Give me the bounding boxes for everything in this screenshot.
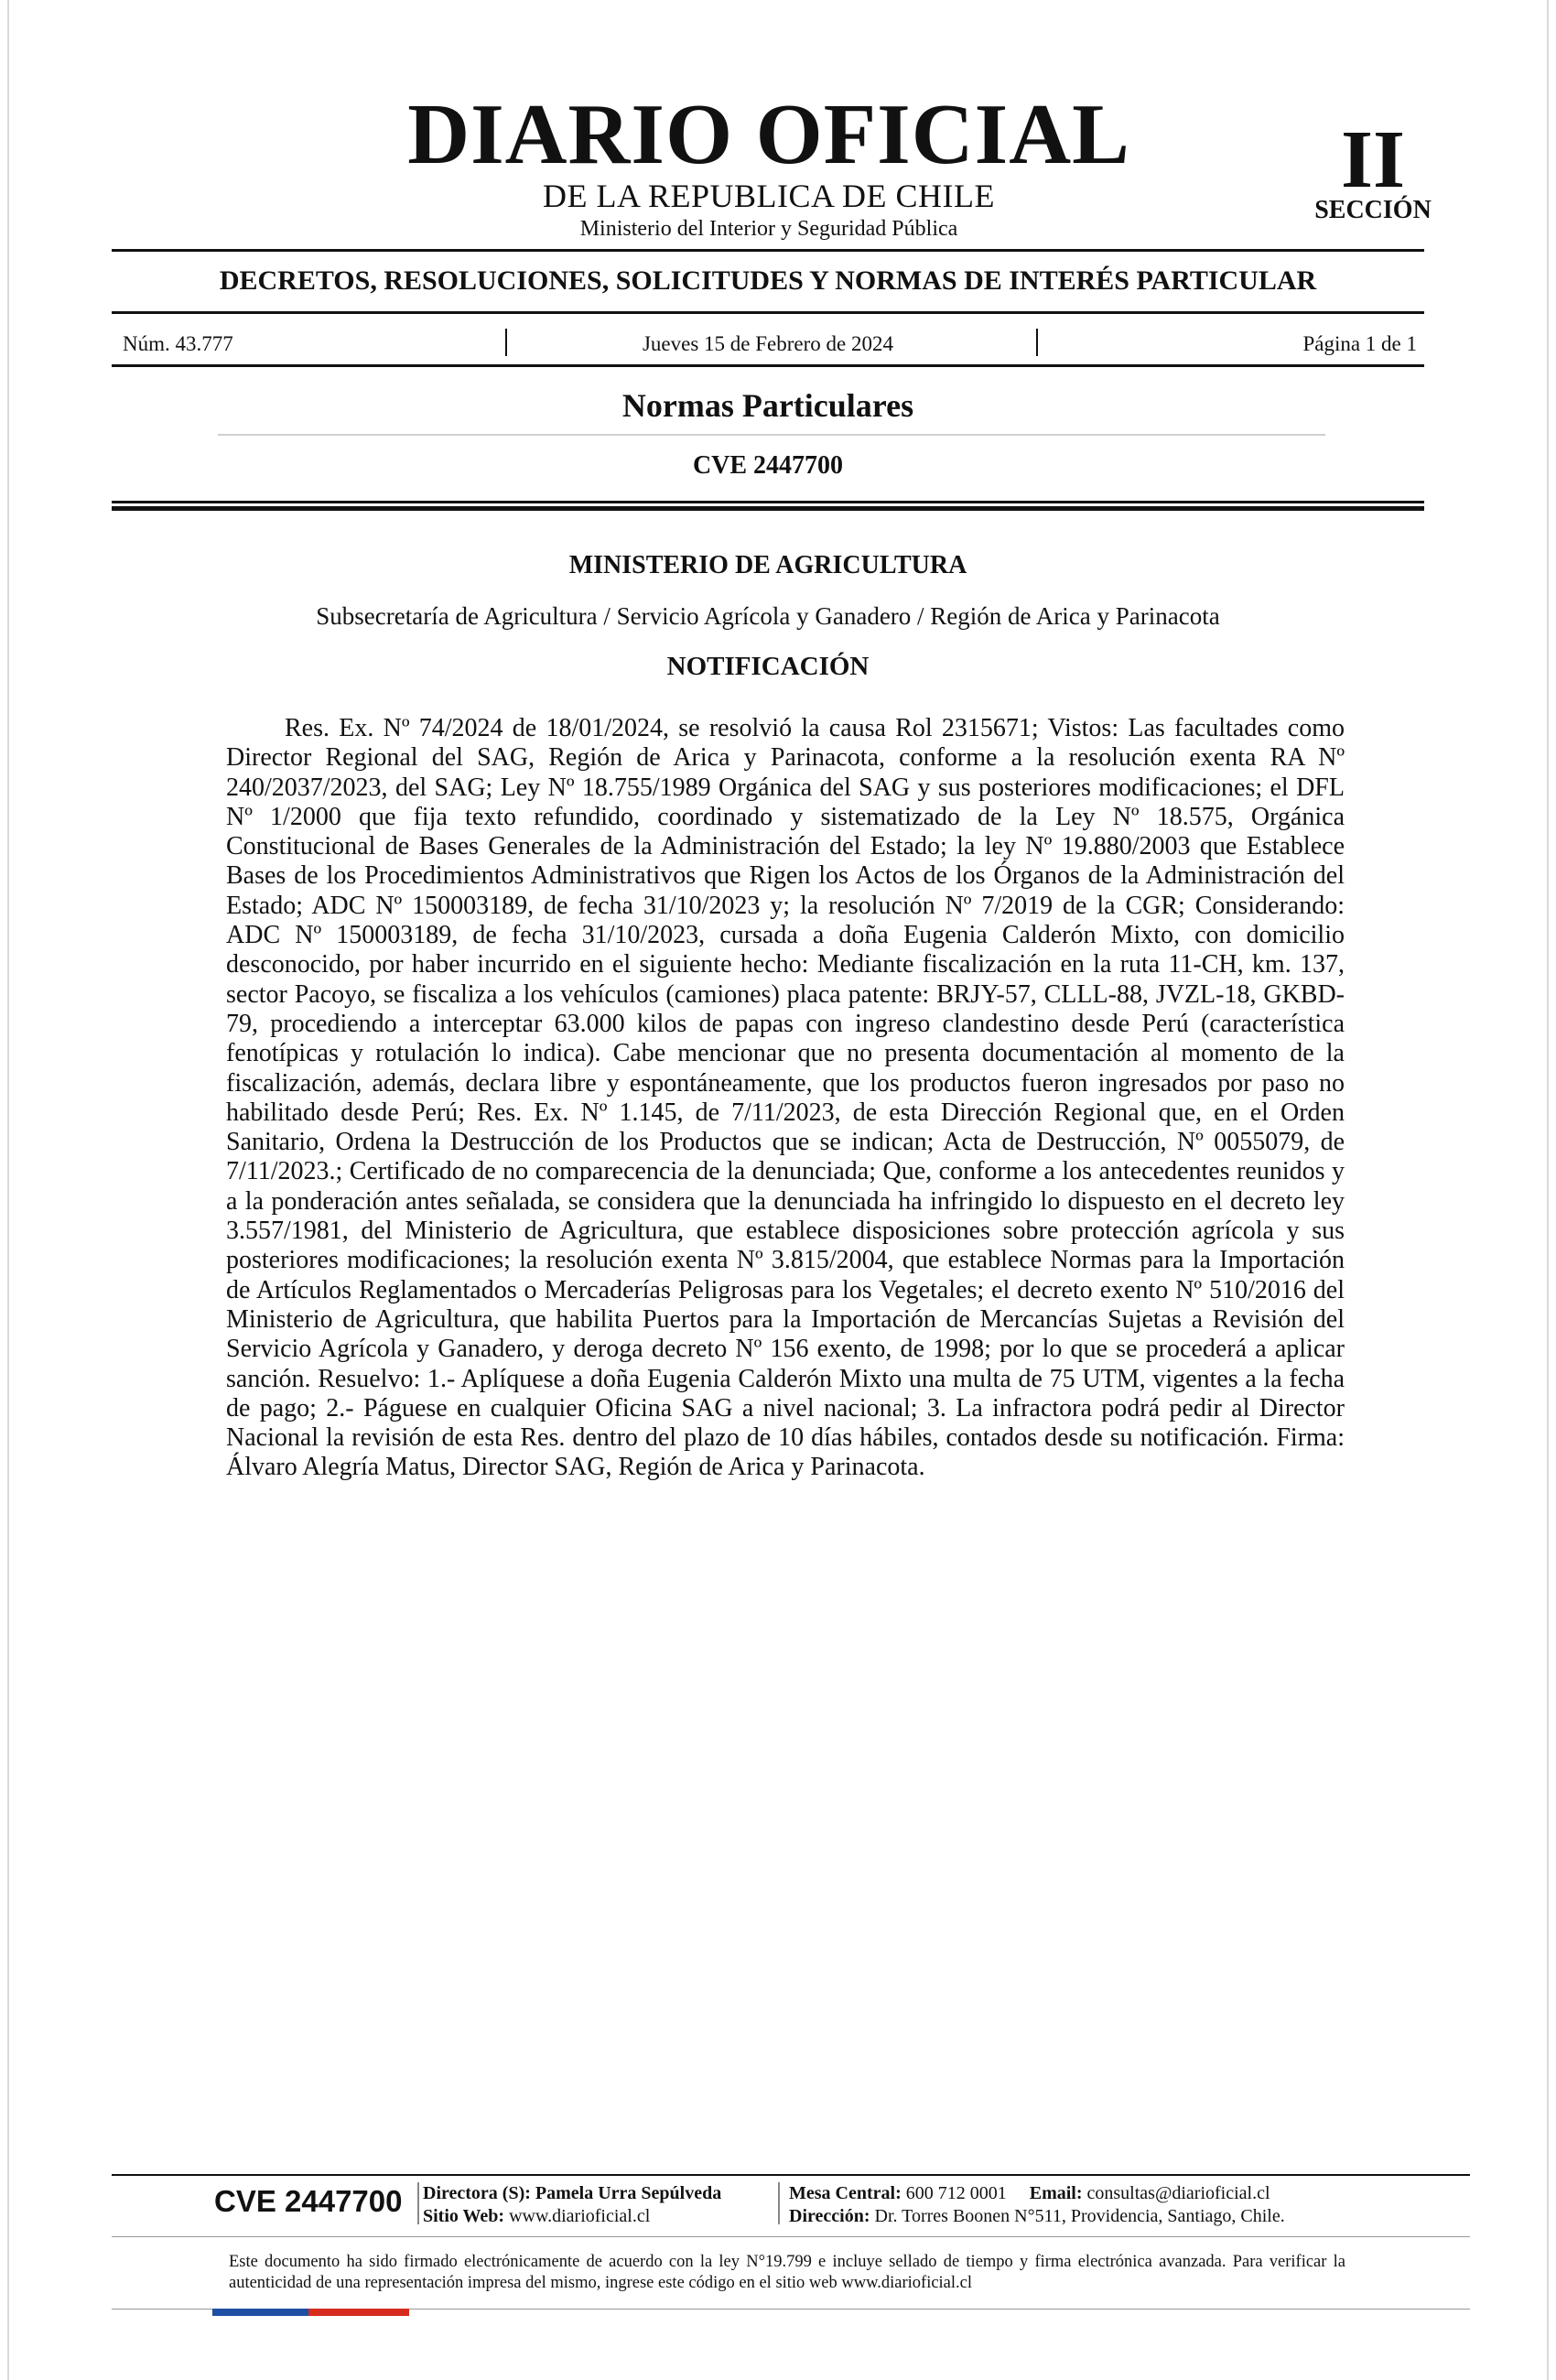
meta-divider	[505, 329, 507, 356]
section-label: SECCIÓN	[1314, 196, 1432, 224]
notice-heading: NOTIFICACIÓN	[666, 652, 870, 681]
footer-signature-note: Este documento ha sido firmado electrónicamente de acuerdo con la ley N°19.799 e incluye sellado de tiempo y firma electrónica avanzada. Para verificar la autenticidad de una representación impresa del mismo, ingrese este código en el sitio web www.diarioficial.cl	[229, 2253, 1345, 2292]
section-title-underline	[218, 434, 1325, 436]
cve-code: CVE 2447700	[692, 451, 844, 480]
footer-divider	[417, 2182, 419, 2224]
issue-meta	[112, 332, 1424, 360]
footer-top-rule	[112, 2174, 1470, 2176]
footer-divider	[778, 2182, 780, 2224]
section-title: Normas Particulares	[621, 387, 914, 424]
banner-rule	[112, 311, 1424, 314]
notice-ministry: MINISTERIO DE AGRICULTURA	[568, 551, 967, 579]
footer-contact-right	[789, 2182, 1285, 2228]
meta-rule	[112, 364, 1424, 367]
footer-mid-rule	[112, 2236, 1470, 2237]
issue-page: Página 1 de 1	[1302, 332, 1417, 355]
newspaper-title: DIARIO OFICIAL	[407, 87, 1130, 182]
section-number: II	[1340, 114, 1406, 205]
footer-cve-code: CVE 2447700	[214, 2184, 403, 2218]
flag-stripe-blue	[212, 2309, 308, 2316]
meta-divider	[1036, 329, 1038, 356]
notice-body: Res. Ex. Nº 74/2024 de 18/01/2024, se resolvió la causa Rol 2315671; Vistos: Las facultades como Director Regional del SAG, Región de Arica y Parinacota, conforme a la resolución exenta RA Nº 240/2037/2023, del SAG; Ley Nº 18.755/1989 Orgánica del SAG y sus posteriores modificaciones; el DFL Nº 1/2000 que fija texto refundido, coordinado y sistematizado de la Ley Nº 18.575, Orgánica Constitucional de Bases Generales de la Administración del Estado; la ley Nº 19.880/2003 que Establece Bases de los Procedimientos Administrativos que Rigen los Actos de los Órganos de la Administración del Estado; ADC Nº 150003189, de fecha 31/10/2023 y; la resolución Nº 7/2019 de la CGR; Considerando: ADC Nº 150003189, de fecha 31/10/2023, cursada a doña Eugenia Calderón Mixto, con domicilio desconocido, por haber incurrido en el siguiente hecho: Mediante fiscalización en la ruta 11-CH, km. 137, sector Pacoyo, se fiscaliza a los vehículos (camiones) placa patente: BRJY-57, CLLL-88, JVZL-18, GKBD-79, procediendo a interceptar 63.000 kilos de papas con ingreso clandestino desde Perú (característica fenotípicas y rotulación lo indica). Cabe mencionar que no presenta documentación al momento de la fiscalización, además, declara libre y espontáneamente, que los productos fueron ingresados por paso no habilitado desde Perú; Res. Ex. Nº 1.145, de 7/11/2023, de esta Dirección Regional que, en el Orden Sanitario, Ordena la Destrucción de los Productos que se indican; Acta de Destrucción, Nº 0055079, de 7/11/2023.; Certificado de no comparecencia de la denunciada; Que, conforme a los antecedentes reunidos y a la ponderación antes señalada, se considera que la denunciada ha infringido lo dispuesto en el decreto ley 3.557/1981, del Ministerio de Agricultura, que establece disposiciones sobre protección agrícola y sus posteriores modificaciones; la resolución exenta Nº 3.815/2004, que establece Normas para la Importación de Artículos Reglamentados o Mercaderías Peligrosas para los Vegetales; el decreto exento Nº 510/2016 del Ministerio de Agricultura, que habilita Puertos para la Importación de Mercancías Sujetas a Revisión del Servicio Agrícola y Ganadero, y deroga decreto Nº 156 exento, de 1998; por lo que se procederá a aplicar sanción. Resuelvo: 1.- Aplíquese a doña Eugenia Calderón Mixto una multa de 75 UTM, vigentes a la fecha de pago; 2.- Páguese en cualquier Oficina SAG a nivel nacional; 3. La infractora podrá pedir al Director Nacional la revisión de esta Res. dentro del plazo de 10 días hábiles, contados desde su notificación. Firma: Álvaro Alegría Matus, Director SAG, Región de Arica y Parinacota.	[226, 714, 1345, 1482]
double-rule-bottom	[112, 506, 1424, 511]
footer-email: consultas@diarioficial.cl	[1086, 2183, 1270, 2203]
footer-address-label: Dirección:	[789, 2206, 870, 2226]
footer-address: Dr. Torres Boonen N°511, Providencia, Santiago, Chile.	[874, 2206, 1285, 2226]
footer-director: Directora (S): Pamela Urra Sepúlveda	[423, 2183, 722, 2203]
footer-central-label: Mesa Central:	[789, 2183, 902, 2203]
notice-subsecretaria: Subsecretaría de Agricultura / Servicio Agrícola y Ganadero / Región de Arica y Parinacota	[316, 602, 1220, 630]
section-banner: DECRETOS, RESOLUCIONES, SOLICITUDES Y NORMAS DE INTERÉS PARTICULAR	[219, 265, 1317, 296]
footer-central: 600 712 0001	[905, 2183, 1007, 2203]
footer-website: www.diarioficial.cl	[509, 2206, 651, 2226]
newspaper-ministry: Ministerio del Interior y Seguridad Pública	[579, 217, 958, 241]
newspaper-subtitle: DE LA REPUBLICA DE CHILE	[543, 178, 995, 214]
document-page	[7, 0, 1549, 2380]
issue-number: Núm. 43.777	[123, 332, 233, 355]
masthead-rule	[112, 249, 1424, 252]
footer-website-label: Sitio Web:	[423, 2206, 505, 2226]
footer-email-label: Email:	[1029, 2183, 1083, 2203]
double-rule-top	[112, 501, 1424, 503]
issue-date: Jueves 15 de Febrero de 2024	[642, 332, 893, 355]
flag-stripe-red	[308, 2309, 409, 2316]
footer-contact-left	[423, 2182, 721, 2228]
